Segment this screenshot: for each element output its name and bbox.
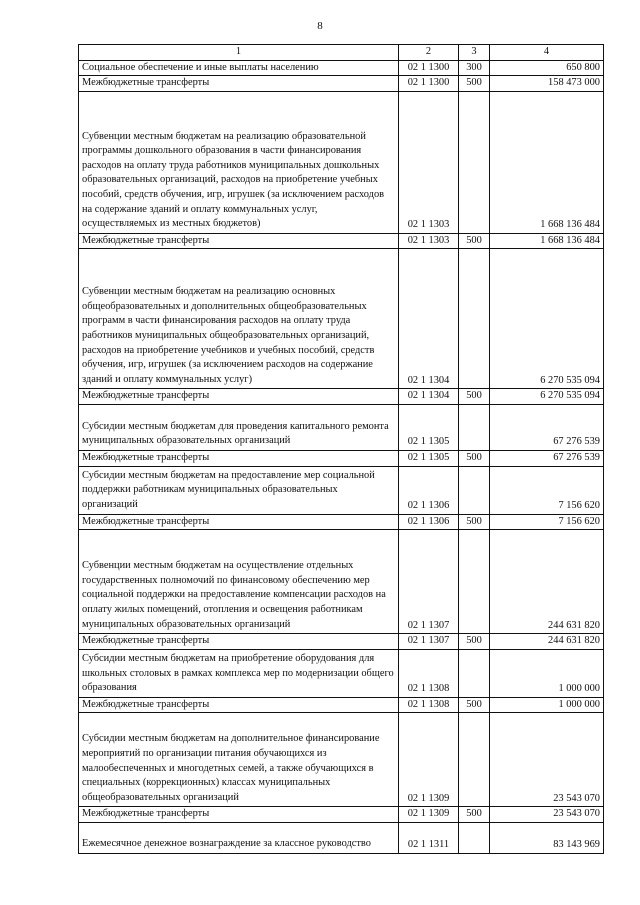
transfer-row: [79, 389, 604, 405]
expense-item-row: [79, 249, 604, 389]
row-type-cell: [459, 404, 490, 450]
expense-item-row: [79, 404, 604, 450]
row-code-cell: 02 1 1307: [399, 634, 459, 650]
row-name-cell: Ежемесячное денежное вознаграждение за классное руководство: [79, 822, 399, 853]
row-name-cell: Субсидии местным бюджетам на предоставление мер социальной поддержки работникам муниципальных образовательных организаций: [79, 466, 399, 514]
row-type-cell: [459, 249, 490, 389]
row-name-cell: Субсидии местным бюджетам на приобретение оборудования для школьных столовых в рамках комплекса мер по модернизации общего образования: [79, 649, 399, 697]
row-amount-cell: 7 156 620: [490, 514, 604, 530]
row-code-cell: 02 1 1303: [399, 91, 459, 233]
row-amount-cell: 67 276 539: [490, 404, 604, 450]
row-name-cell: Субсидии местным бюджетам на дополнительное финансирование мероприятий по организации питания обучающихся из малообеспеченных и многодетных семей, а также обучающихся в специальных (коррекционных) классах муниципальных общеобразовательных организаций: [79, 713, 399, 807]
transfer-row: [79, 514, 604, 530]
column-number-row: [79, 45, 604, 61]
row-type-cell: [459, 466, 490, 514]
row-type-cell: 500: [459, 76, 490, 92]
row-name-cell: Межбюджетные трансферты: [79, 807, 399, 823]
expense-item-row: [79, 530, 604, 634]
row-type-cell: [459, 822, 490, 853]
row-amount-cell: 1 668 136 484: [490, 91, 604, 233]
row-type-cell: 500: [459, 514, 490, 530]
column-number-2: 2: [399, 45, 459, 61]
row-name-cell: Межбюджетные трансферты: [79, 76, 399, 92]
row-code-cell: 02 1 1309: [399, 807, 459, 823]
row-amount-cell: 6 270 535 094: [490, 389, 604, 405]
row-code-cell: 02 1 1305: [399, 450, 459, 466]
row-code-cell: 02 1 1311: [399, 822, 459, 853]
row-code-cell: 02 1 1307: [399, 530, 459, 634]
expense-item-row: [79, 713, 604, 807]
column-number-1: 1: [79, 45, 399, 61]
transfer-row: [79, 807, 604, 823]
row-amount-cell: 23 543 070: [490, 807, 604, 823]
row-amount-cell: 83 143 969: [490, 822, 604, 853]
row-code-cell: 02 1 1300: [399, 76, 459, 92]
transfer-row: [79, 697, 604, 713]
row-type-cell: [459, 530, 490, 634]
row-type-cell: 500: [459, 450, 490, 466]
expense-item-row: [79, 649, 604, 697]
row-code-cell: 02 1 1308: [399, 697, 459, 713]
row-type-cell: [459, 649, 490, 697]
row-code-cell: 02 1 1300: [399, 60, 459, 76]
row-amount-cell: 7 156 620: [490, 466, 604, 514]
transfer-row: [79, 634, 604, 650]
row-type-cell: 500: [459, 634, 490, 650]
row-code-cell: 02 1 1308: [399, 649, 459, 697]
row-type-cell: 500: [459, 697, 490, 713]
row-type-cell: [459, 91, 490, 233]
row-amount-cell: 6 270 535 094: [490, 249, 604, 389]
page-number: 8: [317, 20, 323, 32]
row-amount-cell: 1 000 000: [490, 697, 604, 713]
expense-item-row: [79, 822, 604, 853]
row-code-cell: 02 1 1304: [399, 249, 459, 389]
row-type-cell: 500: [459, 389, 490, 405]
row-amount-cell: 67 276 539: [490, 450, 604, 466]
row-name-cell: Межбюджетные трансферты: [79, 450, 399, 466]
transfer-row: [79, 450, 604, 466]
expense-item-row: [79, 91, 604, 233]
row-type-cell: [459, 713, 490, 807]
row-type-cell: 300: [459, 60, 490, 76]
row-code-cell: 02 1 1309: [399, 713, 459, 807]
row-amount-cell: 1 000 000: [490, 649, 604, 697]
row-code-cell: 02 1 1305: [399, 404, 459, 450]
row-amount-cell: 650 800: [490, 60, 604, 76]
column-number-3: 3: [459, 45, 490, 61]
expense-item-row: [79, 466, 604, 514]
budget-table: [78, 44, 604, 854]
row-name-cell: Субвенции местным бюджетам на реализацию основных общеобразовательных и дополнительных общеобразовательных программ в части финансирования расходов на оплату труда работников муниципальных общеобразовательных организаций, расходов на приобретение учебников и учебных пособий, средств обучения, игр, игрушек (за исключением расходов на содержание зданий и оплату коммунальных услуг): [79, 249, 399, 389]
row-name-cell: Межбюджетные трансферты: [79, 634, 399, 650]
row-name-cell: Субвенции местным бюджетам на реализацию образовательной программы дошкольного образования в части финансирования расходов на оплату труда работников муниципальных дошкольных образовательных организаций, расходов на приобретение учебных пособий, средств обучения, игр, игрушек (за исключением расходов на содержание зданий и оплату коммунальных услуг, осуществляемых из местных бюджетов): [79, 91, 399, 233]
row-code-cell: 02 1 1306: [399, 466, 459, 514]
transfer-row: [79, 60, 604, 76]
row-name-cell: Социальное обеспечение и иные выплаты населению: [79, 60, 399, 76]
row-name-cell: Межбюджетные трансферты: [79, 389, 399, 405]
row-name-cell: Межбюджетные трансферты: [79, 233, 399, 249]
row-amount-cell: 23 543 070: [490, 713, 604, 807]
column-number-4: 4: [490, 45, 604, 61]
row-type-cell: 500: [459, 233, 490, 249]
row-amount-cell: 1 668 136 484: [490, 233, 604, 249]
row-code-cell: 02 1 1304: [399, 389, 459, 405]
row-type-cell: 500: [459, 807, 490, 823]
row-name-cell: Субвенции местным бюджетам на осуществление отдельных государственных полномочий по финансовому обеспечению мер социальной поддержки на предоставление компенсации расходов на оплату жилых помещений, отопления и освещения работникам муниципальных образовательных организаций: [79, 530, 399, 634]
row-code-cell: 02 1 1303: [399, 233, 459, 249]
row-name-cell: Межбюджетные трансферты: [79, 514, 399, 530]
row-name-cell: Субсидии местным бюджетам для проведения капитального ремонта муниципальных образовательных организаций: [79, 404, 399, 450]
row-name-cell: Межбюджетные трансферты: [79, 697, 399, 713]
row-code-cell: 02 1 1306: [399, 514, 459, 530]
row-amount-cell: 244 631 820: [490, 530, 604, 634]
row-amount-cell: 244 631 820: [490, 634, 604, 650]
row-amount-cell: 158 473 000: [490, 76, 604, 92]
transfer-row: [79, 233, 604, 249]
budget-table-body: [79, 45, 604, 854]
transfer-row: [79, 76, 604, 92]
